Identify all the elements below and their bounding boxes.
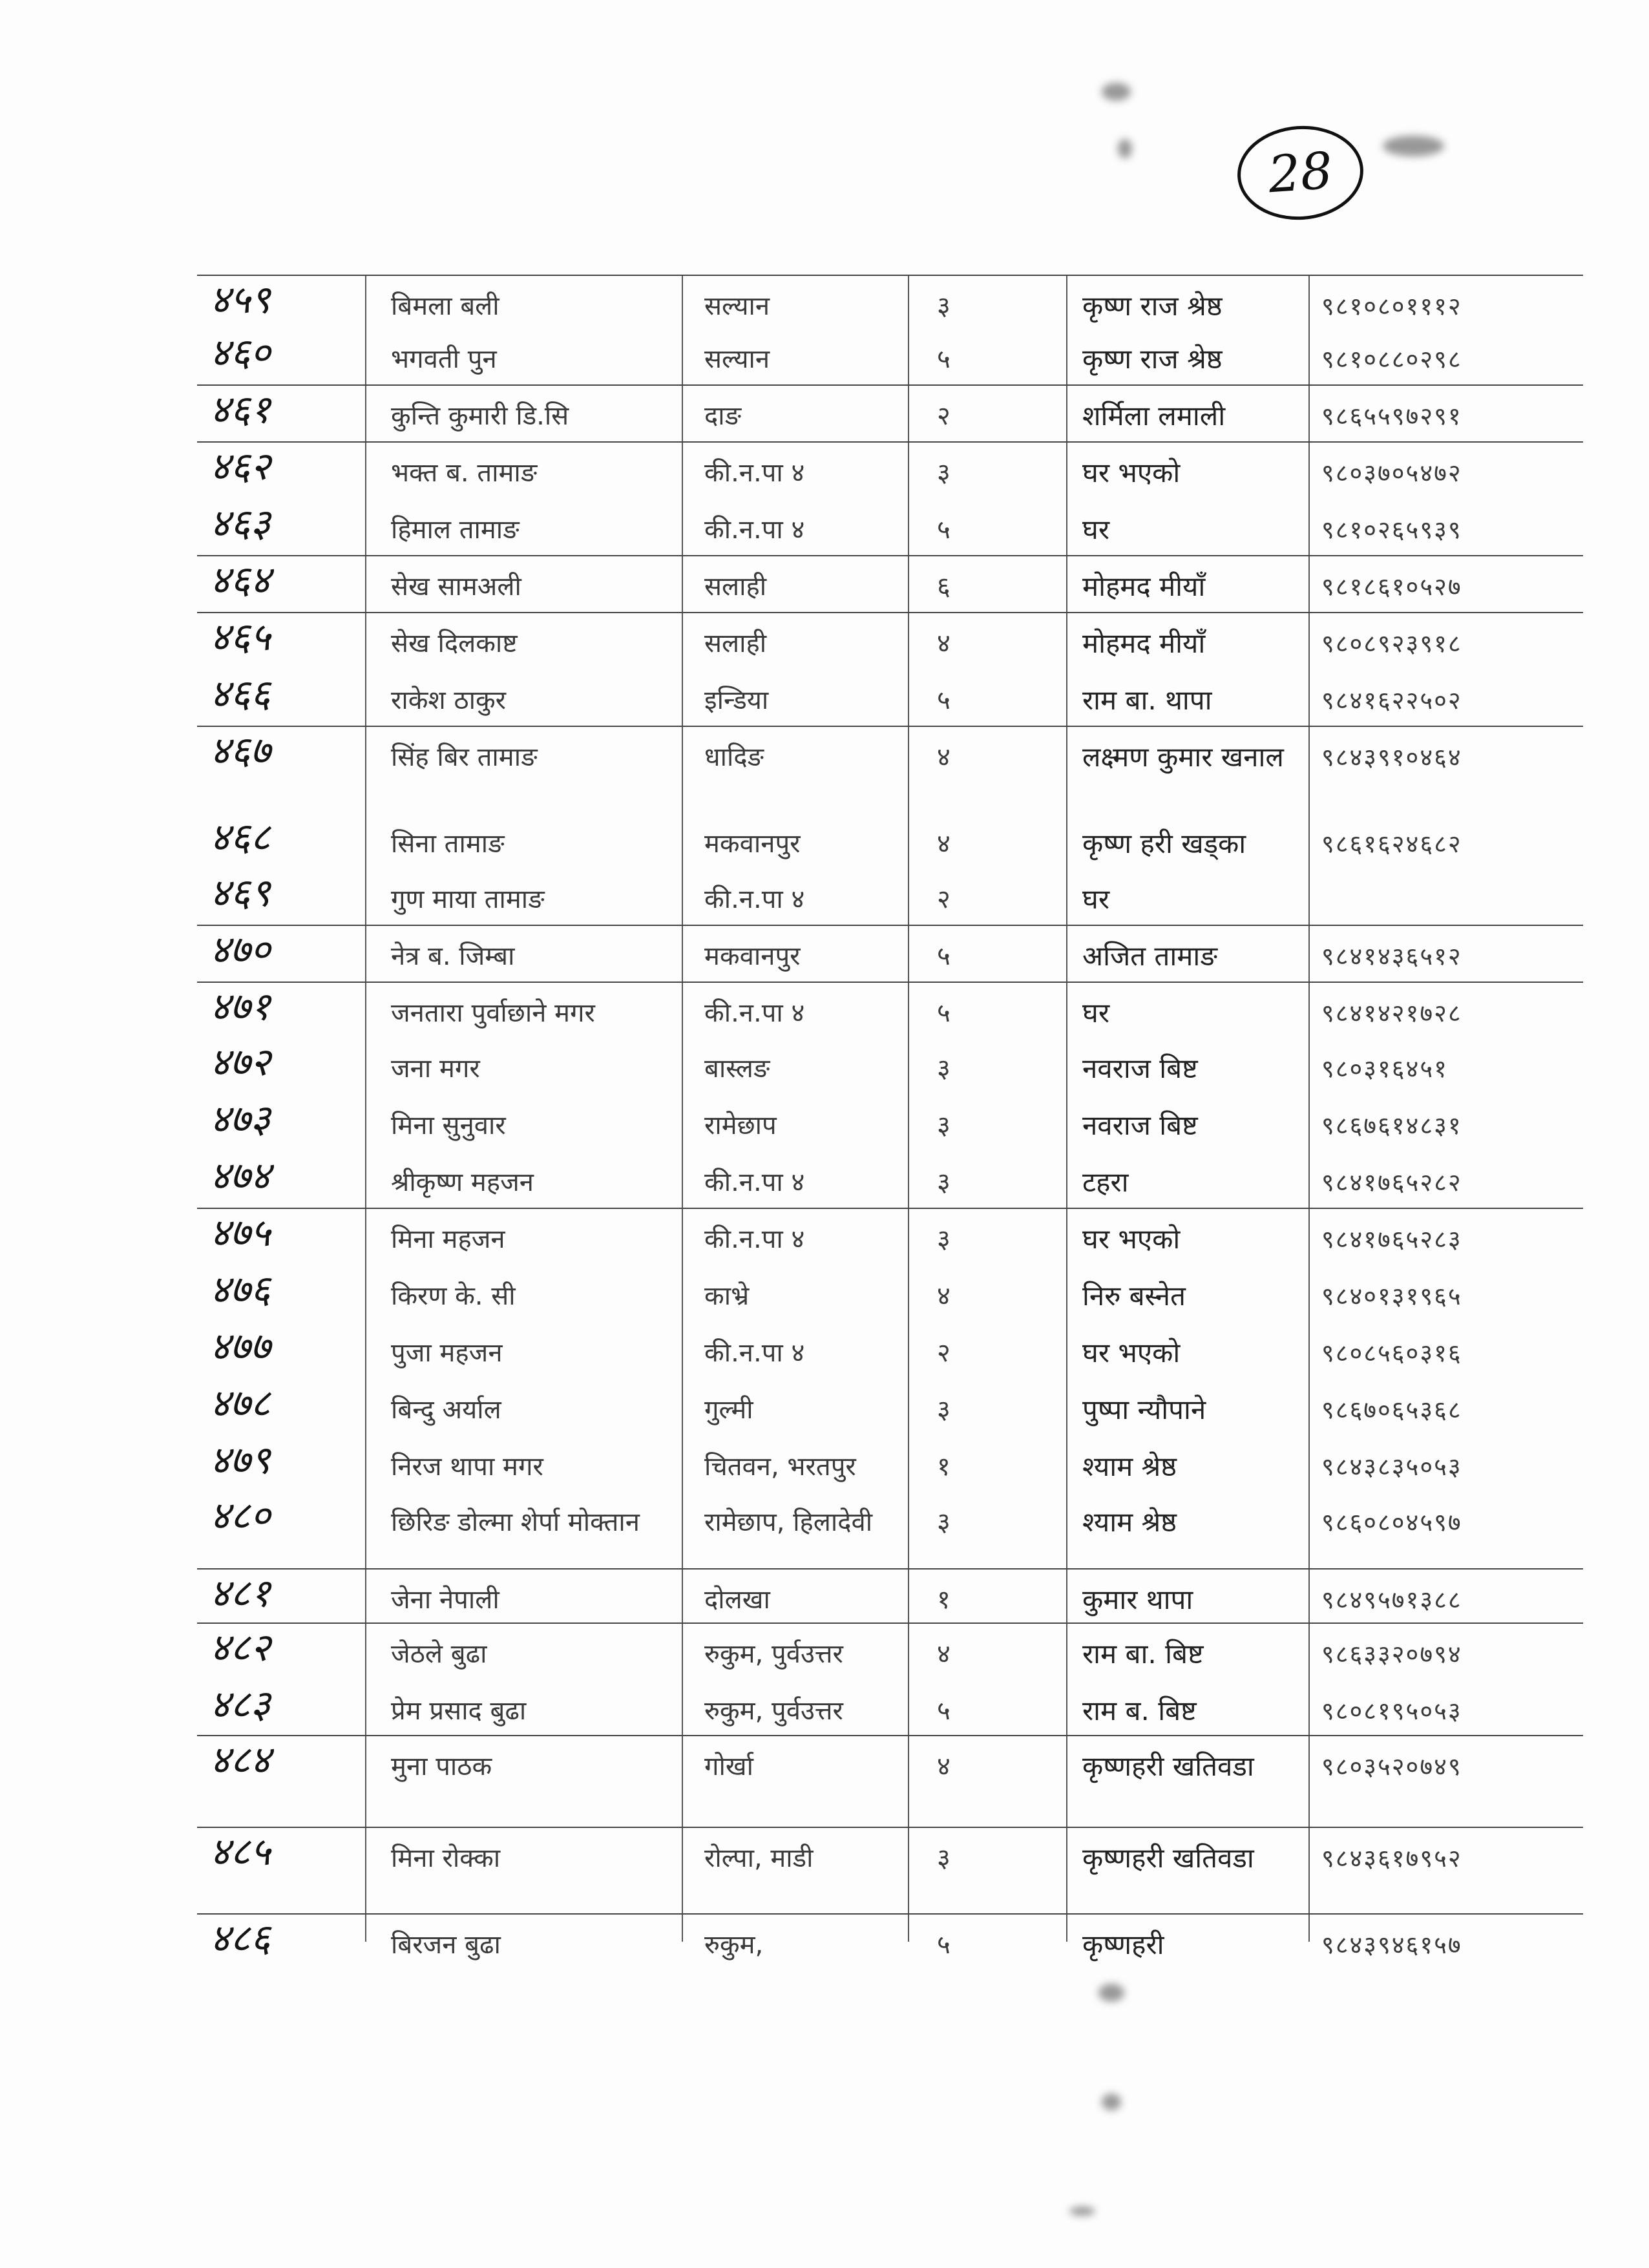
table-row (197, 1094, 1583, 1151)
row-phone: ९८१८६१०५२७ (1321, 572, 1462, 601)
row-reference: पुष्पा न्यौपाने (1082, 1394, 1206, 1425)
row-count: ३ (937, 458, 951, 488)
table-row (197, 1151, 1583, 1208)
row-name: किरण के. सी (391, 1281, 516, 1311)
table-row (197, 555, 1583, 612)
table-row (197, 1568, 1583, 1622)
row-address: सलाही (704, 572, 767, 602)
row-phone: ९८४०१३१९६५ (1321, 1282, 1462, 1310)
row-phone: ९८६१६२४६८२ (1321, 830, 1462, 858)
scan-smudge (1383, 136, 1444, 156)
table-row (197, 1265, 1583, 1321)
row-address: दोलखा (704, 1585, 770, 1615)
row-reference: राम ब. बिष्ट (1082, 1695, 1197, 1727)
row-address: की.न.पा ४ (704, 885, 805, 914)
row-count: ३ (937, 291, 951, 321)
row-phone: ९८०३१६४५१ (1321, 1055, 1448, 1083)
row-name: जेना नेपाली (391, 1585, 499, 1615)
row-phone: ९८०३७०५४७२ (1321, 459, 1462, 487)
row-count: ३ (937, 1111, 951, 1140)
row-address: गुल्मी (704, 1395, 753, 1425)
scan-smudge (1069, 2207, 1095, 2216)
row-phone: ९८१०२६५९३९ (1321, 516, 1462, 544)
table-row (197, 925, 1583, 982)
row-sn: ४७० (210, 927, 271, 972)
row-sn: ४८४ (210, 1738, 271, 1783)
row-name: सिंह बिर तामाङ (391, 742, 538, 772)
row-sn: ४६० (210, 330, 271, 375)
row-sn: ४८१ (210, 1571, 271, 1616)
row-count: १ (937, 1452, 951, 1482)
row-phone: ९८०८५६०३१६ (1321, 1339, 1462, 1367)
row-address: गोर्खा (704, 1752, 753, 1781)
row-name: मिना रोक्का (391, 1843, 501, 1873)
row-sn: ४६८ (210, 815, 271, 860)
row-name: राकेश ठाकुर (391, 686, 507, 715)
row-count: ३ (937, 1507, 951, 1537)
row-address: रुकुम, पुर्वउत्तर (704, 1696, 843, 1726)
row-phone: ९८०३५२०७४९ (1321, 1752, 1462, 1781)
row-phone: ९८०८९२३९१८ (1321, 629, 1462, 658)
scan-smudge (1102, 83, 1131, 101)
row-sn: ४८० (210, 1493, 271, 1538)
row-count: २ (937, 1338, 951, 1368)
row-name: पुजा महजन (391, 1338, 503, 1368)
row-name: छिरिङ डोल्मा शेर्पा मोक्तान (391, 1507, 640, 1537)
row-phone: ९८१०८८०२९८ (1321, 345, 1462, 373)
table-row (197, 1491, 1583, 1568)
row-name: सेख सामअली (391, 572, 521, 602)
row-sn: ४७४ (210, 1153, 271, 1199)
row-phone: ९८४१४२१७२८ (1321, 999, 1462, 1027)
row-count: ५ (937, 515, 951, 545)
row-phone: ९८४१७६५२८२ (1321, 1168, 1462, 1197)
row-sn: ४६३ (210, 501, 271, 546)
row-name: बिरजन बुढा (391, 1930, 501, 1960)
row-reference: घर (1082, 514, 1110, 545)
row-phone: ९८४३६१७९५२ (1321, 1844, 1462, 1873)
row-address: इन्डिया (704, 686, 769, 715)
row-address: की.न.पा ४ (704, 1224, 805, 1254)
row-reference: राम बा. थापा (1082, 684, 1212, 716)
row-count: ३ (937, 1843, 951, 1873)
row-address: रुकुम, (704, 1930, 764, 1960)
row-reference: लक्ष्मण कुमार खनाल (1082, 741, 1284, 773)
row-sn: ४६९ (210, 870, 271, 916)
row-reference: अजित तामाङ (1082, 940, 1217, 972)
row-address: रामेछाप, हिलादेवी (704, 1507, 873, 1537)
row-phone: ९८४३८३५०५३ (1321, 1453, 1462, 1481)
row-count: ४ (937, 629, 951, 658)
row-sn: ४६४ (210, 558, 271, 603)
row-phone: ९८४१४३६५१२ (1321, 942, 1462, 971)
row-reference: कृष्णहरी (1082, 1929, 1164, 1960)
row-phone: ९८४९५७१३८८ (1321, 1586, 1462, 1614)
row-reference: घर भएको (1082, 1223, 1181, 1255)
row-count: १ (937, 1585, 951, 1615)
row-address: की.न.पा ४ (704, 998, 805, 1028)
table-row (197, 1378, 1583, 1435)
row-name: मिना सुनुवार (391, 1111, 506, 1140)
row-sn: ४७९ (210, 1438, 271, 1483)
row-reference: कुमार थापा (1082, 1584, 1193, 1615)
row-count: ३ (937, 1224, 951, 1254)
row-count: ४ (937, 1639, 951, 1669)
row-name: जेठले बुढा (391, 1639, 487, 1669)
row-reference: घर (1082, 883, 1110, 915)
row-address: मकवानपुर (704, 829, 801, 859)
row-address: रामेछाप (704, 1111, 777, 1140)
row-reference: कृष्णहरी खतिवडा (1082, 1750, 1254, 1782)
row-name: भक्त ब. तामाङ (391, 458, 538, 488)
row-name: कुन्ति कुमारी डि.सि (391, 401, 569, 431)
row-sn: ४६५ (210, 614, 271, 660)
row-reference: नवराज बिष्ट (1082, 1109, 1198, 1141)
row-name: मिना महजन (391, 1224, 505, 1254)
row-phone: ९८४३९१०४६४ (1321, 743, 1462, 772)
row-address: की.न.पा ४ (704, 458, 805, 488)
table-row (197, 612, 1583, 669)
scan-smudge (1102, 2094, 1121, 2110)
page-number: 28 (1234, 121, 1367, 224)
row-count: २ (937, 885, 951, 914)
row-phone: ९८६७०६५३६८ (1321, 1396, 1462, 1424)
row-address: सलाही (704, 629, 767, 658)
row-reference: शर्मिला लमाली (1082, 400, 1226, 432)
table-row (197, 1679, 1583, 1735)
row-address: सल्यान (704, 344, 770, 374)
row-reference: नवराज बिष्ट (1082, 1053, 1198, 1084)
row-count: ५ (937, 998, 951, 1028)
row-sn: ४७८ (210, 1381, 271, 1426)
row-address: रुकुम, पुर्वउत्तर (704, 1639, 843, 1669)
row-count: ३ (937, 1168, 951, 1197)
row-reference: राम बा. बिष्ट (1082, 1638, 1204, 1670)
row-sn: ४६१ (210, 387, 271, 432)
table-row (197, 1622, 1583, 1679)
row-name: सिना तामाङ (391, 829, 505, 859)
table-row (197, 384, 1583, 441)
row-phone: ९८१०८०१११२ (1321, 292, 1462, 320)
row-sn: ४७५ (210, 1210, 271, 1255)
row-name: गुण माया तामाङ (391, 885, 545, 914)
row-reference: घर (1082, 997, 1110, 1029)
row-count: ५ (937, 344, 951, 374)
row-name: हिमाल तामाङ (391, 515, 520, 545)
row-name: श्रीकृष्ण महजन (391, 1168, 534, 1197)
register-table (197, 275, 1583, 1992)
table-row (197, 498, 1583, 555)
row-address: की.न.पा ४ (704, 515, 805, 545)
table-row (197, 328, 1583, 384)
row-sn: ४६७ (210, 728, 271, 773)
row-count: ४ (937, 1281, 951, 1311)
table-row (197, 726, 1583, 812)
row-address: मकवानपुर (704, 941, 801, 971)
row-count: ४ (937, 742, 951, 772)
row-count: ५ (937, 1696, 951, 1726)
row-reference: कृष्ण राज श्रेष्ठ (1082, 343, 1223, 375)
row-count: ५ (937, 941, 951, 971)
table-row (197, 1321, 1583, 1378)
row-sn: ४६६ (210, 671, 271, 717)
table-row (197, 669, 1583, 726)
row-sn: ४८३ (210, 1682, 271, 1727)
row-count: ३ (937, 1054, 951, 1084)
table-row (197, 441, 1583, 498)
row-sn: ४७६ (210, 1267, 271, 1312)
table-row (197, 812, 1583, 868)
row-phone: ९८६०८०४५९७ (1321, 1508, 1462, 1537)
table-row (197, 868, 1583, 925)
row-reference: घर भएको (1082, 457, 1181, 488)
row-sn: ४८२ (210, 1625, 271, 1670)
row-sn: ४७७ (210, 1324, 271, 1369)
row-count: ४ (937, 829, 951, 859)
table-row (197, 1913, 1583, 1992)
row-phone: ९८६५५९७२९१ (1321, 402, 1462, 430)
row-address: रोल्पा, माडी (704, 1843, 814, 1873)
row-phone: ९८४१७६५२८३ (1321, 1225, 1462, 1254)
row-address: बास्लङ (704, 1054, 770, 1084)
row-address: दाङ (704, 401, 742, 431)
row-sn: ४८५ (210, 1829, 271, 1874)
row-count: ५ (937, 1930, 951, 1960)
row-count: ३ (937, 1395, 951, 1425)
row-reference: कृष्ण हरी खड्का (1082, 828, 1246, 859)
table-row (197, 982, 1583, 1037)
scan-smudge (1118, 139, 1132, 158)
row-name: भगवती पुन (391, 344, 497, 374)
row-reference: श्याम श्रेष्ठ (1082, 1451, 1177, 1482)
row-name: प्रेम प्रसाद बुढा (391, 1696, 527, 1726)
row-phone: ९८०८१९५०५३ (1321, 1697, 1462, 1725)
row-name: बिमला बली (391, 291, 499, 321)
row-sn: ४६२ (210, 444, 271, 489)
table-row (197, 1435, 1583, 1491)
table-row (197, 1827, 1583, 1913)
row-phone: ९८६३३२०७९४ (1321, 1640, 1462, 1668)
row-name: सेख दिलकाष्ट (391, 629, 518, 658)
table-row (197, 275, 1583, 328)
row-name: बिन्दु अर्याल (391, 1395, 501, 1425)
table-row (197, 1037, 1583, 1094)
row-address: की.न.पा ४ (704, 1338, 805, 1368)
row-reference: मोहमद मीयाँ (1082, 627, 1206, 659)
row-address: धादिङ (704, 742, 764, 772)
row-sn: ४७३ (210, 1097, 271, 1142)
row-name: जनतारा पुर्वाछाने मगर (391, 998, 595, 1028)
row-phone: ९८६७६१४८३१ (1321, 1111, 1462, 1140)
row-name: जना मगर (391, 1054, 480, 1084)
row-count: ६ (937, 572, 951, 602)
row-name: नेत्र ब. जिम्बा (391, 941, 515, 971)
row-sn: ४७१ (210, 984, 271, 1029)
row-count: ५ (937, 686, 951, 715)
row-address: काभ्रे (704, 1281, 750, 1311)
row-address: सल्यान (704, 291, 770, 321)
row-phone: ९८४१६२२५०२ (1321, 686, 1462, 715)
row-reference: घर भएको (1082, 1337, 1181, 1369)
row-count: ४ (937, 1752, 951, 1781)
row-reference: कृष्णहरी खतिवडा (1082, 1842, 1254, 1874)
row-phone: ९८४३९४६१५७ (1321, 1931, 1462, 1959)
row-reference: टहरा (1082, 1166, 1129, 1198)
row-sn: ४५९ (210, 277, 271, 322)
row-sn: ४८६ (210, 1916, 271, 1961)
row-reference: मोहमद मीयाँ (1082, 571, 1206, 602)
row-name: निरज थापा मगर (391, 1452, 543, 1482)
row-reference: श्याम श्रेष्ठ (1082, 1506, 1177, 1538)
row-name: मुना पाठक (391, 1752, 492, 1781)
row-address: चितवन, भरतपुर (704, 1452, 856, 1482)
row-sn: ४७२ (210, 1040, 271, 1085)
row-reference: निरु बस्नेत (1082, 1280, 1186, 1312)
row-count: २ (937, 401, 951, 431)
table-row (197, 1208, 1583, 1265)
row-reference: कृष्ण राज श्रेष्ठ (1082, 290, 1223, 322)
table-row (197, 1735, 1583, 1827)
row-address: की.न.पा ४ (704, 1168, 805, 1197)
